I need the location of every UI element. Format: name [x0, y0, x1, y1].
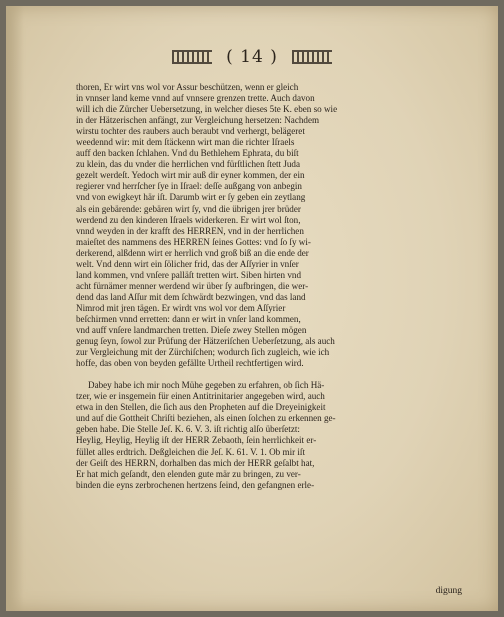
text-line: wirstu tochter des raubers auch beraubt vnd verhergt, belägeret	[76, 126, 305, 137]
text-line: geben habe. Die Stelle Jeſ. K. 6. V. 3. iſt richtig alſo überſetzt:	[76, 424, 300, 435]
text-line: weedennd wir: mit dem ſtäckenn wirt man die richter Iſraels	[76, 137, 295, 148]
text-line: binden die eyns zerbrochenen hertzens ſeind, den gefangnen erle-	[76, 479, 315, 490]
text-line: regierer vnd herrſcher ſye in Iſrael: deſſe außgang von anbegin	[76, 181, 302, 192]
text-line: in vnnser land keme vnnd auf vnnsere grenzen trette. Auch davon	[76, 93, 315, 104]
text-line: land kommen, vnd vnſere palläſt tretten wirt. Siben hirten vnd	[76, 269, 302, 280]
text-line: maieſtet des nammens des HERREN ſeines Gottes: vnd ſo ſy wi-	[76, 236, 311, 247]
page-header	[6, 44, 498, 70]
text-line: füllet alles erdtrich. Deßgleichen die Jeſ. K. 61. V. 1. Ob mir iſt	[76, 446, 305, 457]
text-line: zur Vergleichung mit der Zürchiſchen; wodurch ſich zugleich, wie ich	[76, 347, 330, 358]
text-line: etwa in den Stellen, die ſich aus den Propheten auf die Dreyeinigkeit	[76, 402, 326, 413]
page-gutter-shadow	[6, 6, 24, 611]
text-line: hoffe, das oben von beyden gefällte Urtheil rechtfertigen wird.	[76, 358, 304, 369]
text-line: vnd auff vnſere landmarchen tretten. Dieſe zwey Stellen mögen	[76, 325, 307, 336]
paragraph-1	[76, 82, 468, 369]
text-line: Heylig, Heylig, Heylig iſt der HERR Zebaoth, ſein herrlichkeit er-	[76, 435, 317, 446]
text-line: thoren, Er wirt vns wol vor Assur beschützen, wenn er gleich	[76, 82, 299, 92]
text-line: werdend zu den kinderen Iſraels widerkeren. Er wirt wol ſton,	[76, 214, 301, 225]
text-line: als ein gebärende: gebären wirt ſy, vnd die übrigen jrer brüder	[76, 203, 301, 214]
catchword: digung	[435, 586, 462, 596]
text-line: zu klein, das du vnder die herrlichen vnd fürſtlichen ſtett Juda	[76, 159, 300, 170]
text-line: tzer, wie er insgemein für einen Antitrinitarier angegeben wird, auch	[76, 391, 325, 402]
text-line: welt. Vnd denn wirt ein ſölicher frid, das der Aſſyrier in vnſer	[76, 258, 299, 269]
book-page	[6, 6, 498, 611]
text-line: beſchirmen vnnd erretten: dann er wirt in vnſer land kommen,	[76, 313, 301, 324]
text-line: dend das land Aſſur mit dem ſchwärdt bezwingen, vnd das land	[76, 291, 306, 302]
text-line: will ich die Zürcher Uebersetzung, in welcher dieses 5te K. eben so wie	[76, 104, 338, 115]
text-line: acht fürnämer menner werdend wir über ſy aufbringen, die wer-	[76, 280, 309, 291]
text-line: Er hat mich geſandt, den elenden gute mär zu bringen, zu ver-	[76, 468, 301, 479]
text-line: Dabey habe ich mir noch Mühe gegeben zu erfahren, ob ſich Hä-	[88, 380, 325, 391]
left-ornament-icon	[172, 50, 212, 64]
text-line: derkerend, alßdenn wirt er herrlich vnd groß biß an die ende der	[76, 247, 309, 258]
page-number: ( 14 )	[226, 47, 278, 67]
text-line: in der Hätzerischen anfängt, zur Vergleichung hersetzen: Nachdem	[76, 115, 320, 126]
text-line: der Geiſt des HERRN, dorhalben das mich der HERR geſalbt hat,	[76, 457, 315, 468]
text-line: auff den backen ſchlahen. Vnd du Bethlehem Ephrata, du biſt	[76, 148, 299, 159]
body-text	[76, 82, 468, 491]
paragraph-2	[76, 380, 468, 490]
text-line: und auf die Gottheit Chriſti beziehen, als einen ſolchen zu erkennen ge-	[76, 413, 336, 424]
right-ornament-icon	[292, 50, 332, 64]
text-line: Nimrod mit jren tägen. Er wirdt vns wol vor dem Aſſyrier	[76, 302, 286, 313]
text-line: vnnd weyden in der krafft des HERREN, vnd in der herrlichen	[76, 225, 304, 236]
text-line: gezelt werdeſt. Yedoch wirt mir auß dir eyner kommen, der ein	[76, 170, 305, 181]
text-line: genug ſeyn, ſowol zur Prüfung der Hätzeriſchen Ueberſetzung, als auch	[76, 336, 335, 347]
text-line: vnd von ewigkeyt här iſt. Darumb wirt er ſy geben ein zeytlang	[76, 192, 306, 203]
